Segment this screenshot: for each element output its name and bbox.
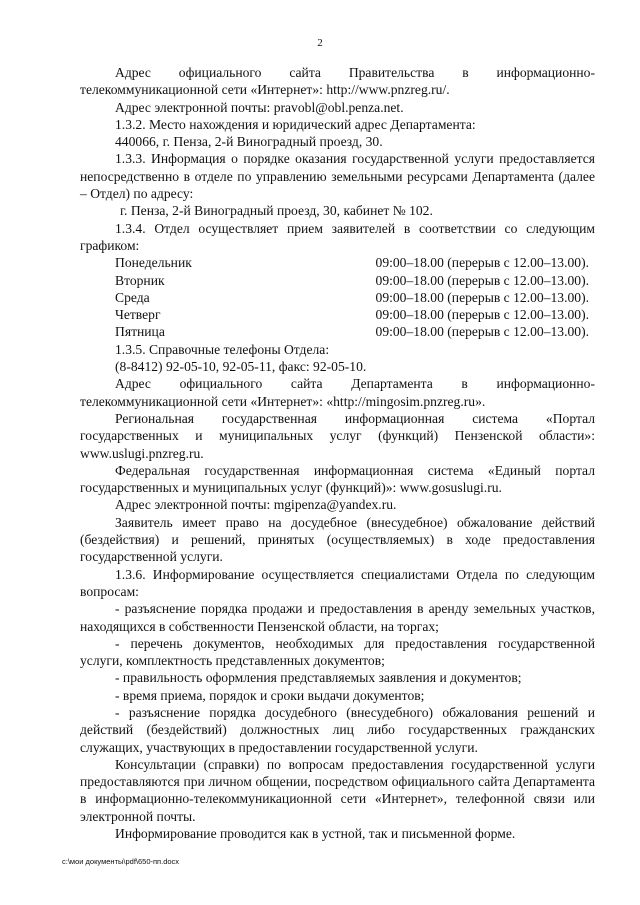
paragraph: 1.3.4. Отдел осуществляет прием заявителей в соответствии со следующим графиком:: [80, 220, 595, 253]
schedule-time: 09:00–18.00 (перерыв с 12.00–13.00).: [375, 307, 589, 323]
schedule-day: Понедельник: [115, 255, 192, 271]
list-item: - правильность оформления представляемых заявления и документов;: [115, 670, 522, 686]
paragraph: Информирование проводится как в устной, так и письменной форме.: [115, 826, 516, 842]
schedule-day: Четверг: [115, 307, 161, 323]
schedule-row: [80, 289, 595, 306]
paragraph: 1.3.3. Информация о порядке оказания государственной услуги предоставляется непосредственно в отделе по управлению земельными ресурсами Департамента (далее – Отдел) по адресу:: [80, 151, 595, 202]
schedule-day: Среда: [115, 289, 150, 305]
paragraph: Адрес официального сайта Правительства в информационно-телекоммуникационной сети «Интернет»: http://www.pnzreg.ru/.: [80, 65, 595, 98]
schedule-time: 09:00–18.00 (перерыв с 12.00–13.00).: [375, 255, 589, 271]
paragraph: Консультации (справки) по вопросам предоставления государственной услуги предоставляются при личном общении, посредством официального сайта Департамента в информационно-телекоммуникационной сети «Интернет», телефонной связи или электронной почты.: [80, 756, 595, 824]
paragraph: (8-8412) 92-05-10, 92-05-11, факс: 92-05-10.: [115, 359, 367, 375]
schedule-row: [80, 272, 595, 289]
paragraph: Федеральная государственная информационная система «Единый портал государственных и муниципальных услуг (функций)»: www.gosuslugi.ru.: [80, 462, 595, 496]
paragraph: 440066, г. Пенза, 2-й Виноградный проезд, 30.: [115, 134, 383, 150]
schedule-row: [80, 306, 595, 323]
document-body: [80, 64, 595, 842]
schedule-time: 09:00–18.00 (перерыв с 12.00–13.00).: [375, 272, 589, 288]
schedule-day: Вторник: [115, 272, 165, 288]
paragraph: Заявитель имеет право на досудебное (внесудебное) обжалование действий (бездействия) и решений, принятых (осуществляемых) в ходе предоставления государственной услуги.: [80, 514, 595, 565]
paragraph: Адрес электронной почты: pravobl@obl.penza.net.: [115, 99, 404, 115]
schedule-time: 09:00–18.00 (перерыв с 12.00–13.00).: [375, 289, 589, 305]
list-item: - разъяснение порядка продажи и предоставления в аренду земельных участков, находящихся в собственности Пензенской области, на торгах;: [80, 601, 595, 634]
schedule-day: Пятница: [115, 324, 165, 340]
schedule-time: 09:00–18.00 (перерыв с 12.00–13.00).: [375, 324, 589, 340]
schedule-row: [80, 254, 595, 271]
list-item: - перечень документов, необходимых для предоставления государственной услуги, комплектность представленных документов;: [80, 635, 595, 669]
list-item: - разъяснение порядка досудебного (внесудебного) обжалования решений и действий (бездействий) должностных лиц либо государственных гражданских служащих, участвующих в предоставлении государственной услуги.: [80, 704, 595, 755]
paragraph: Адрес электронной почты: mgipenza@yandex.ru.: [115, 497, 397, 513]
paragraph: 1.3.2. Место нахождения и юридический адрес Департамента:: [115, 116, 476, 132]
paragraph: Адрес официального сайта Департамента в информационно-телекоммуникационной сети «Интернет»: «http://mingosim.pnzreg.ru».: [80, 376, 595, 409]
page-number: 2: [317, 37, 323, 49]
file-path-footer: c:\мои документы\pdf\650-пп.docx: [62, 857, 180, 866]
paragraph: 1.3.6. Информирование осуществляется специалистами Отдела по следующим вопросам:: [80, 566, 595, 599]
paragraph: г. Пенза, 2-й Виноградный проезд, 30, кабинет № 102.: [120, 203, 433, 219]
paragraph: 1.3.5. Справочные телефоны Отдела:: [115, 341, 330, 357]
schedule-row: [80, 323, 595, 340]
list-item: - время приема, порядок и сроки выдачи документов;: [115, 687, 425, 703]
paragraph: Региональная государственная информационная система «Портал государственных и муниципальных услуг (функций) Пензенской области»: www.uslugi.pnzreg.ru.: [80, 410, 595, 461]
